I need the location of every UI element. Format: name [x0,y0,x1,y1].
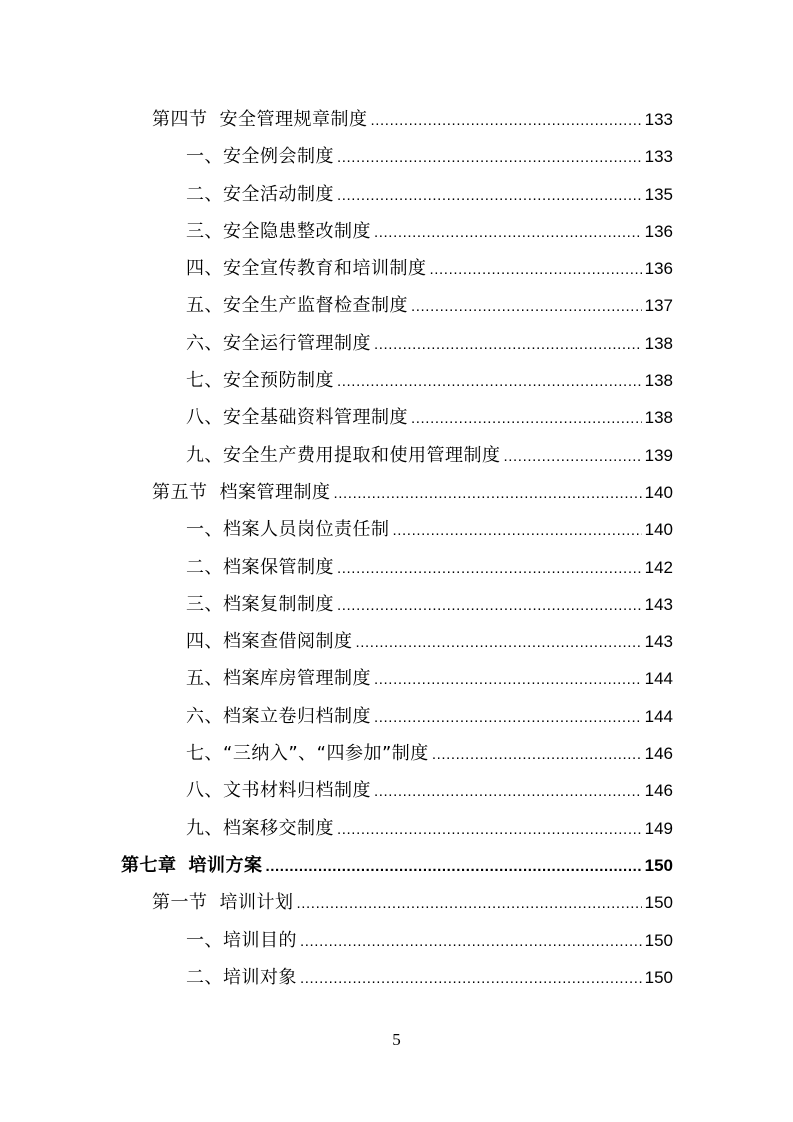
dot-leader [374,773,642,810]
dot-leader [300,960,642,997]
toc-entry-title [186,250,427,287]
toc-entry-prefix: 三、 [186,593,223,615]
toc-entry-item[interactable] [0,698,793,735]
toc-entry-prefix: 二、 [186,966,223,988]
toc-entry-prefix: 七、 [186,743,223,765]
dot-leader [374,326,642,363]
toc-entry-page: 144 [644,706,673,726]
toc-entry-prefix: 第五节 [152,481,208,503]
page-number: 5 [392,1030,401,1049]
dot-leader [337,139,642,176]
toc-entry-prefix: 五、 [186,668,223,690]
toc-entry-text: 培训对象 [223,966,297,988]
dot-leader [374,699,642,736]
toc-entry-title [186,735,429,772]
toc-entry-item[interactable] [0,362,793,399]
dot-leader [374,214,642,251]
toc-entry-page: 146 [644,781,673,801]
toc-entry-item[interactable] [0,549,793,586]
toc-entry-item[interactable] [0,437,793,474]
dot-leader [504,438,642,475]
toc-entry-page: 150 [644,930,673,950]
toc-entry-text: 档案库房管理制度 [223,668,371,690]
toc-entry-page: 139 [644,445,673,465]
toc-entry-item[interactable] [0,660,793,697]
toc-entry-prefix: 四、 [186,631,223,653]
toc-entry-page: 150 [644,967,673,987]
toc-entry-item[interactable] [0,287,793,324]
toc-entry-item[interactable] [0,250,793,287]
toc-entry-page: 150 [644,855,673,875]
toc-entry-item[interactable] [0,959,793,996]
toc-entry-prefix: 八、 [186,780,223,802]
toc-entry-text: 档案移交制度 [223,817,334,839]
toc-entry-title [186,213,371,250]
toc-entry-item[interactable] [0,735,793,772]
toc-entry-page: 146 [644,744,673,764]
dot-leader [337,587,642,624]
toc-entry-text: 培训目的 [223,929,297,951]
toc-entry-title [152,474,331,511]
toc-entry-text: 档案查借阅制度 [223,631,353,653]
toc-entry-page: 138 [644,333,673,353]
toc-entry-section[interactable] [0,101,793,138]
toc-entry-text: 安全生产监督检查制度 [223,295,408,317]
toc-entry-page: 143 [644,632,673,652]
toc-entry-prefix: 一、 [186,146,223,168]
toc-entry-text: “三纳入”、“四参加”制度 [223,743,429,765]
toc-entry-item[interactable] [0,399,793,436]
dot-leader [393,512,642,549]
dot-leader [411,288,642,325]
dot-leader [337,811,642,848]
toc-entry-prefix: 二、 [186,556,223,578]
toc-entry-prefix: 第七章 [121,854,177,876]
toc-entry-prefix: 九、 [186,817,223,839]
dot-leader [337,363,642,400]
toc-entry-title [186,362,334,399]
dot-leader [371,102,642,139]
toc-entry-chapter[interactable] [0,847,793,884]
toc-entry-item[interactable] [0,623,793,660]
toc-entry-text: 档案管理制度 [219,481,331,503]
toc-entry-title [186,437,501,474]
toc-entry-text: 安全活动制度 [223,183,334,205]
toc-entry-page: 140 [644,482,673,502]
toc-entry-prefix: 一、 [186,929,223,951]
dot-leader [337,177,642,214]
toc-entry-text: 档案复制制度 [223,593,334,615]
toc-entry-prefix: 第一节 [152,892,208,914]
toc-entry-section[interactable] [0,474,793,511]
dot-leader [430,251,642,288]
toc-entry-item[interactable] [0,586,793,623]
toc-entry-page: 149 [644,818,673,838]
dot-leader [334,475,642,512]
toc-entry-prefix: 六、 [186,332,223,354]
toc-entry-text: 文书材料归档制度 [223,780,371,802]
toc-entry-text: 档案保管制度 [223,556,334,578]
toc-entry-title [186,287,408,324]
toc-entry-page: 133 [644,147,673,167]
toc-entry-title [186,660,371,697]
toc-entry-title [152,884,294,921]
toc-entry-text: 安全运行管理制度 [223,332,371,354]
toc-entry-title [186,810,334,847]
toc-entry-item[interactable] [0,213,793,250]
toc-entry-text: 培训方案 [188,854,263,876]
toc-entry-page: 143 [644,594,673,614]
toc-entry-title [186,399,408,436]
toc-entry-item[interactable] [0,325,793,362]
toc-entry-text: 安全生产费用提取和使用管理制度 [223,444,501,466]
toc-entry-prefix: 八、 [186,407,223,429]
toc-entry-text: 安全基础资料管理制度 [223,407,408,429]
toc-entry-item[interactable] [0,772,793,809]
toc-entry-title [186,698,371,735]
toc-entry-page: 133 [644,110,673,129]
dot-leader [356,624,642,661]
toc-entry-page: 135 [644,184,673,204]
toc-entry-title [186,511,390,548]
toc-entry-page: 136 [644,259,673,279]
toc-entry-title [186,176,334,213]
toc-entry-text: 培训计划 [219,892,294,914]
toc-entry-page: 138 [644,408,673,428]
toc-entry-item[interactable] [0,511,793,548]
toc-entry-section[interactable] [0,884,793,921]
dot-leader [337,550,642,587]
toc-entry-item[interactable] [0,810,793,847]
toc-entry-prefix: 二、 [186,183,223,205]
toc-entry-text: 安全宣传教育和培训制度 [223,258,427,280]
toc-entry-prefix: 九、 [186,444,223,466]
toc-entry-text: 安全预防制度 [223,370,334,392]
toc-entry-prefix: 五、 [186,295,223,317]
table-of-contents [0,101,793,996]
toc-entry-prefix: 三、 [186,220,223,242]
toc-entry-text: 档案立卷归档制度 [223,705,371,727]
dot-leader [411,400,642,437]
toc-entry-text: 档案人员岗位责任制 [223,519,390,541]
toc-entry-title [152,101,368,138]
toc-entry-item[interactable] [0,176,793,213]
dot-leader [300,923,642,960]
toc-entry-prefix: 第四节 [152,109,208,130]
toc-entry-page: 144 [644,669,673,689]
toc-entry-item[interactable] [0,922,793,959]
toc-entry-page: 150 [644,893,673,913]
toc-entry-title [186,772,371,809]
toc-entry-page: 142 [644,557,673,577]
toc-entry-title [186,325,371,362]
dot-leader [432,736,642,773]
toc-entry-prefix: 六、 [186,705,223,727]
toc-entry-item[interactable] [0,138,793,175]
toc-entry-text: 安全例会制度 [223,146,334,168]
toc-entry-title [186,959,297,996]
dot-leader [297,885,642,922]
dot-leader [374,661,642,698]
toc-entry-title [186,549,334,586]
toc-entry-title [186,138,334,175]
toc-entry-title [121,847,263,884]
toc-entry-title [186,623,353,660]
toc-entry-page: 138 [644,371,673,391]
toc-entry-text: 安全管理规章制度 [219,109,368,130]
toc-entry-page: 136 [644,221,673,241]
toc-entry-prefix: 一、 [186,519,223,541]
toc-entry-page: 137 [644,296,673,316]
toc-entry-page: 140 [644,520,673,540]
toc-entry-text: 安全隐患整改制度 [223,220,371,242]
toc-entry-prefix: 四、 [186,258,223,280]
toc-entry-prefix: 七、 [186,370,223,392]
toc-entry-title [186,586,334,623]
dot-leader [266,848,642,885]
toc-entry-title [186,922,297,959]
